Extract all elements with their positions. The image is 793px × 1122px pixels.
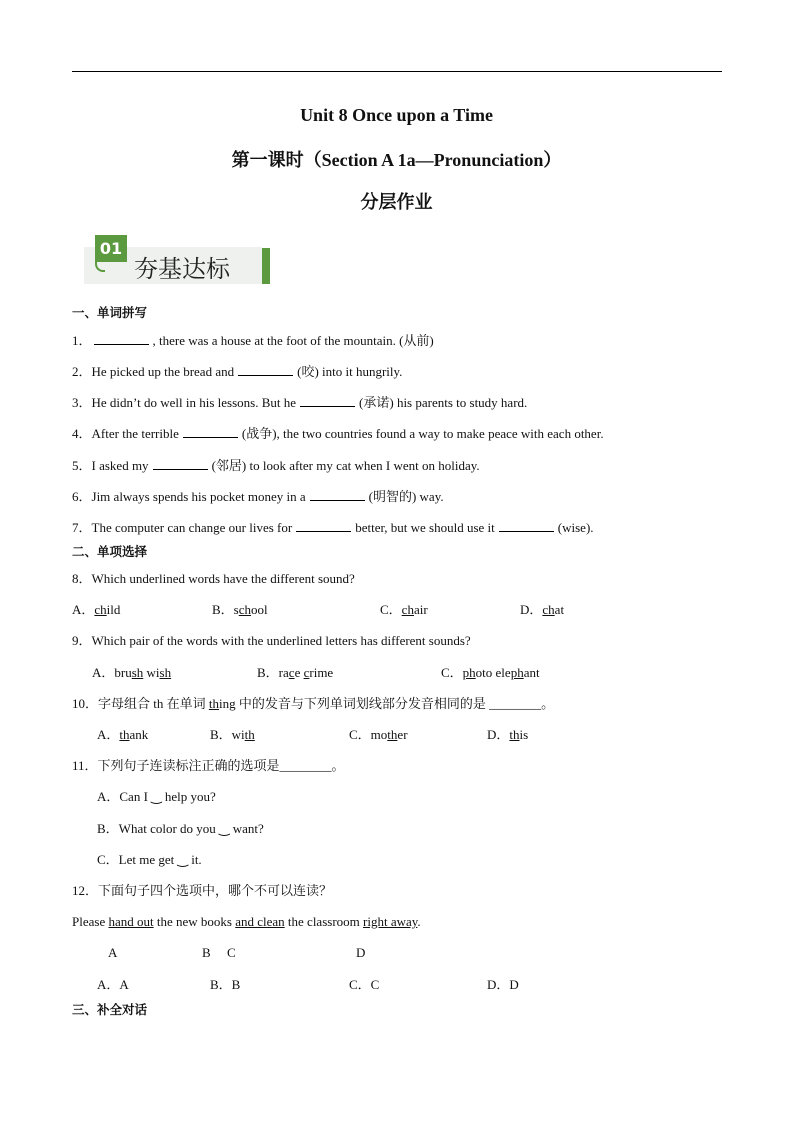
q12-option-b[interactable]: B．B [210, 977, 241, 992]
question-2: 2．He picked up the bread and (咬) into it hungrily. [72, 364, 403, 379]
q12-marker-c: C [227, 945, 236, 960]
unit-title: Unit 8 Once upon a Time [300, 105, 493, 125]
question-12-stem: 12．下面句子四个选项中，哪个不可以连读？ [72, 883, 333, 898]
question-7: 7．The computer can change our lives for better, but we should use it (wise). [72, 520, 594, 535]
q8-option-d[interactable]: D．chat [520, 602, 565, 617]
q10-option-a[interactable]: A．thank [97, 727, 149, 742]
q8-option-c[interactable]: C．chair [380, 602, 428, 617]
q9-option-c[interactable]: C．photo elephant [441, 665, 540, 680]
answer-blank[interactable] [300, 394, 355, 407]
section-2-title: 二、单项选择 [72, 544, 148, 559]
q8-option-b[interactable]: B．school [212, 602, 268, 617]
q10-option-d[interactable]: D．this [487, 727, 529, 742]
level-badge [84, 235, 270, 286]
q12-marker-d: D [356, 945, 366, 960]
section-1-title: 一、单词拼写 [72, 305, 148, 320]
q9-option-a[interactable]: A．brush wish [92, 665, 172, 680]
lesson-subtitle: 第一课时（Section A 1a—Pronunciation） [231, 150, 562, 170]
q12-marker-a: A [108, 945, 118, 960]
answer-blank[interactable] [183, 425, 238, 438]
homework-heading: 分层作业 [360, 192, 433, 212]
q12-option-d[interactable]: D．D [487, 977, 519, 992]
question-10-stem: 10．字母组合 th 在单词 thing 中的发音与下列单词划线部分发音相同的是 ________。 [72, 696, 555, 711]
question-8-stem: 8．Which underlined words have the different sound? [72, 571, 355, 586]
question-4: 4．After the terrible (战争), the two countries found a way to make peace with each other. [72, 426, 604, 441]
badge-bar [262, 248, 270, 284]
question-9-stem: 9．Which pair of the words with the underlined letters has different sounds? [72, 633, 471, 648]
q10-option-b[interactable]: B．with [210, 727, 255, 742]
q9-option-b[interactable]: B．race crime [257, 665, 334, 680]
section-3-title: 三、补全对话 [72, 1002, 148, 1017]
answer-blank[interactable] [153, 457, 208, 470]
q12-sentence: Please hand out the new books and clean the classroom right away. [72, 914, 421, 929]
question-11-stem: 11．下列句子连读标注正确的选项是________。 [72, 758, 345, 773]
header-rule [72, 71, 722, 72]
q8-option-a[interactable]: A．child [72, 602, 121, 617]
answer-blank[interactable] [310, 488, 365, 501]
q11-option-a[interactable]: A．Can I ‿ help you? [97, 789, 216, 804]
question-6: 6．Jim always spends his pocket money in a (明智的) way. [72, 489, 444, 504]
q11-option-c[interactable]: C．Let me get ‿ it. [97, 852, 202, 867]
q12-option-c[interactable]: C．C [349, 977, 380, 992]
answer-blank[interactable] [94, 332, 149, 345]
answer-blank[interactable] [296, 519, 351, 532]
q11-option-b[interactable]: B．What color do you ‿ want? [97, 821, 264, 836]
q10-option-c[interactable]: C．mother [349, 727, 408, 742]
q12-option-a[interactable]: A．A [97, 977, 129, 992]
badge-text: 夯基达标 [134, 255, 230, 283]
question-5: 5．I asked my (邻居) to look after my cat when I went on holiday. [72, 458, 480, 473]
question-3: 3．He didn’t do well in his lessons. But he (承诺) his parents to study hard. [72, 395, 528, 410]
question-1: 1． , there was a house at the foot of the mountain. (从前) [72, 333, 434, 348]
q12-marker-b: B [202, 945, 211, 960]
answer-blank[interactable] [238, 363, 293, 376]
badge-number: 01 [95, 235, 127, 262]
answer-blank[interactable] [499, 519, 554, 532]
